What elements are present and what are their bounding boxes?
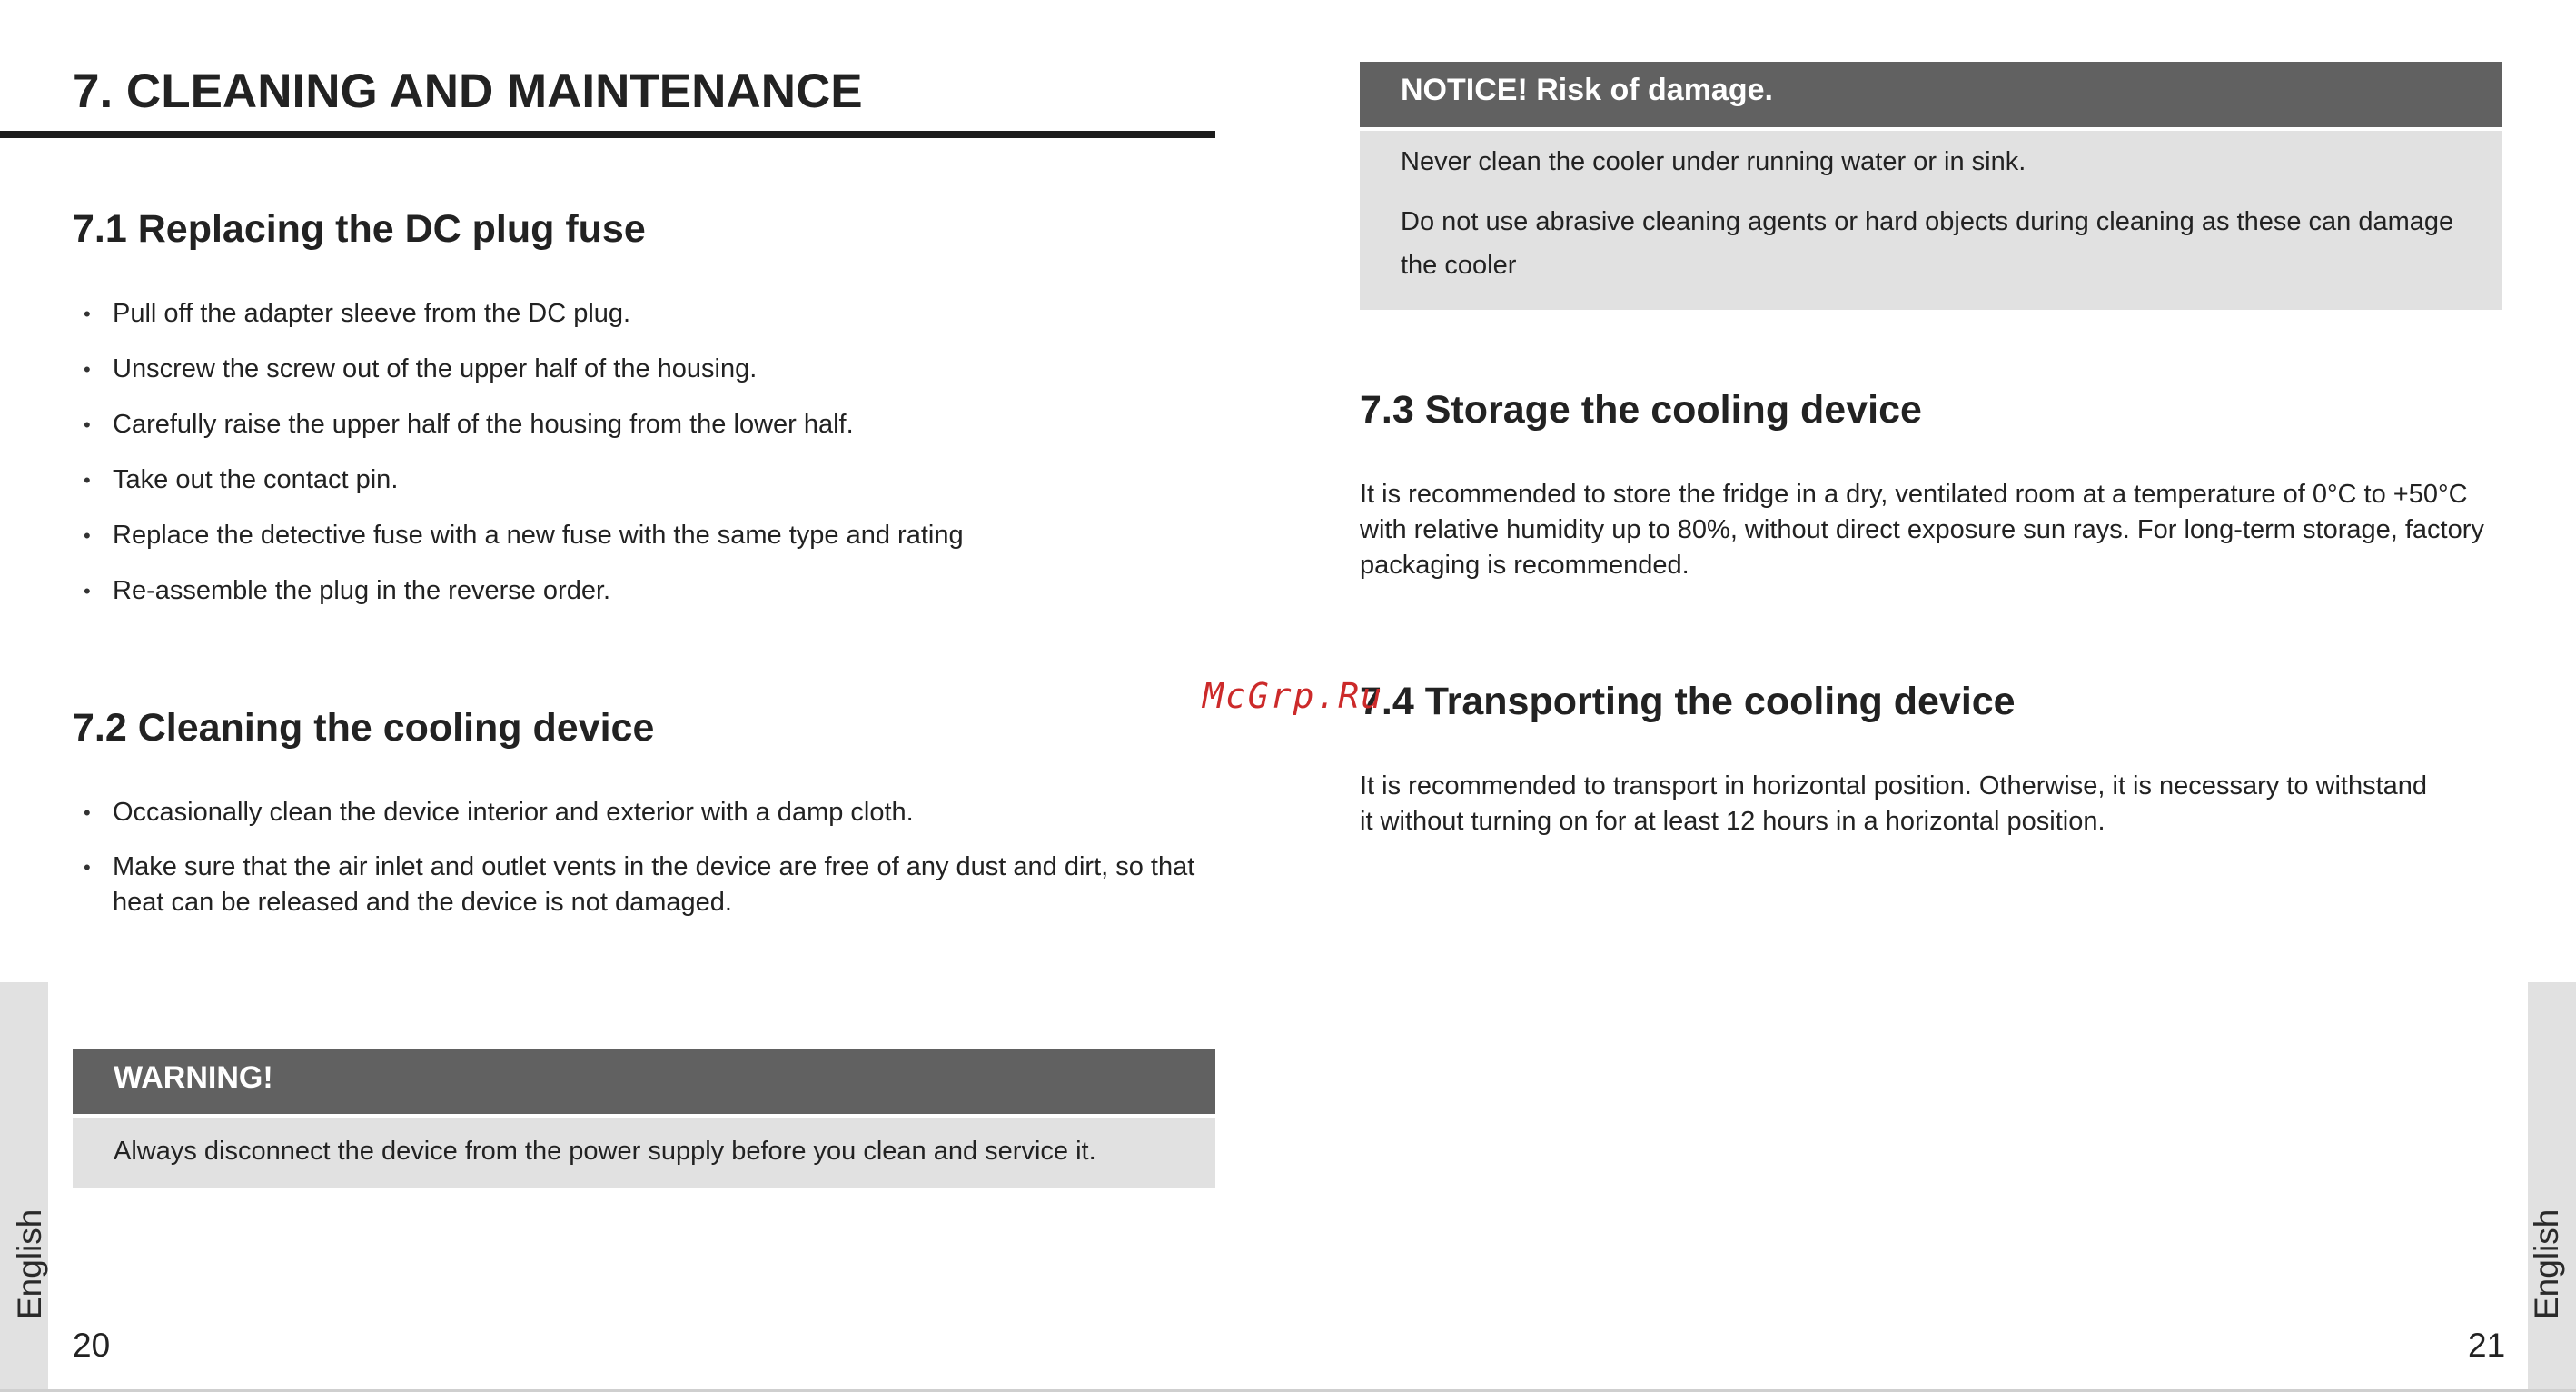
notice-line: Never clean the cooler under running water or in sink. — [1401, 147, 2026, 176]
language-label: English — [11, 1208, 48, 1319]
language-side-tab — [2528, 982, 2576, 1392]
warning-box-header — [73, 1049, 1215, 1114]
warning-box — [73, 1049, 1215, 1188]
fuse-steps-list — [73, 296, 1208, 629]
language-side-tab — [0, 982, 48, 1392]
page-title: 7. CLEANING AND MAINTENANCE — [73, 65, 863, 118]
list-item: • Make sure that the air inlet and outlet vents in the device are free of any dust and dirt, so that heat can be released and the device is not damaged. — [73, 850, 1214, 920]
section-heading-7-3: 7.3 Storage the cooling device — [1360, 388, 1922, 432]
bullet-icon: • — [84, 856, 91, 879]
bullet-icon: • — [84, 801, 91, 824]
notice-box — [1360, 62, 2502, 310]
transport-paragraph: It is recommended to transport in horizontal position. Otherwise, it is necessary to withstand it without turning on for at least 12 hours in a horizontal position. — [1360, 771, 2428, 836]
list-item: • Re-assemble the plug in the reverse order. — [73, 573, 1208, 609]
page-number: 21 — [2468, 1327, 2506, 1364]
bullet-icon: • — [84, 413, 91, 436]
list-item: • Take out the contact pin. — [73, 462, 1208, 498]
cleaning-steps-list — [73, 795, 1214, 940]
list-item: • Pull off the adapter sleeve from the DC plug. — [73, 296, 1208, 332]
list-item: • Unscrew the screw out of the upper half of the housing. — [73, 352, 1208, 387]
watermark-text: McGrp.Ru — [1203, 676, 1384, 716]
notice-line: Do not use abrasive cleaning agents or hard objects during cleaning as these can damage the cooler — [1401, 207, 2454, 280]
bullet-icon: • — [84, 358, 91, 381]
storage-paragraph: It is recommended to store the fridge in a dry, ventilated room at a temperature of 0°C to +50°C with relative humidity up to 80%, without direct exposure sun rays. For long-term storage, factory packaging is recommended. — [1360, 480, 2484, 580]
bullet-icon: • — [84, 580, 91, 602]
bullet-icon: • — [84, 524, 91, 547]
list-item: • Carefully raise the upper half of the housing from the lower half. — [73, 407, 1208, 442]
list-item: • Replace the detective fuse with a new fuse with the same type and rating — [73, 518, 1208, 553]
notice-box-body — [1360, 131, 2502, 310]
section-heading-7-2: 7.2 Cleaning the cooling device — [73, 706, 655, 750]
language-label: English — [2528, 1208, 2565, 1319]
title-divider — [0, 131, 1215, 138]
warning-text: Always disconnect the device from the power supply before you clean and service it. — [114, 1137, 1096, 1166]
warning-title: WARNING! — [114, 1060, 273, 1095]
notice-box-header — [1360, 62, 2502, 127]
bullet-icon: • — [84, 303, 91, 325]
section-heading-7-4: 7.4 Transporting the cooling device — [1360, 680, 2016, 723]
list-item: • Occasionally clean the device interior and exterior with a damp cloth. — [73, 795, 1214, 830]
section-heading-7-1: 7.1 Replacing the DC plug fuse — [73, 207, 646, 251]
bullet-icon: • — [84, 469, 91, 492]
notice-title: NOTICE! Risk of damage. — [1401, 73, 1773, 107]
warning-box-body — [73, 1118, 1215, 1188]
page-number: 20 — [73, 1327, 111, 1364]
